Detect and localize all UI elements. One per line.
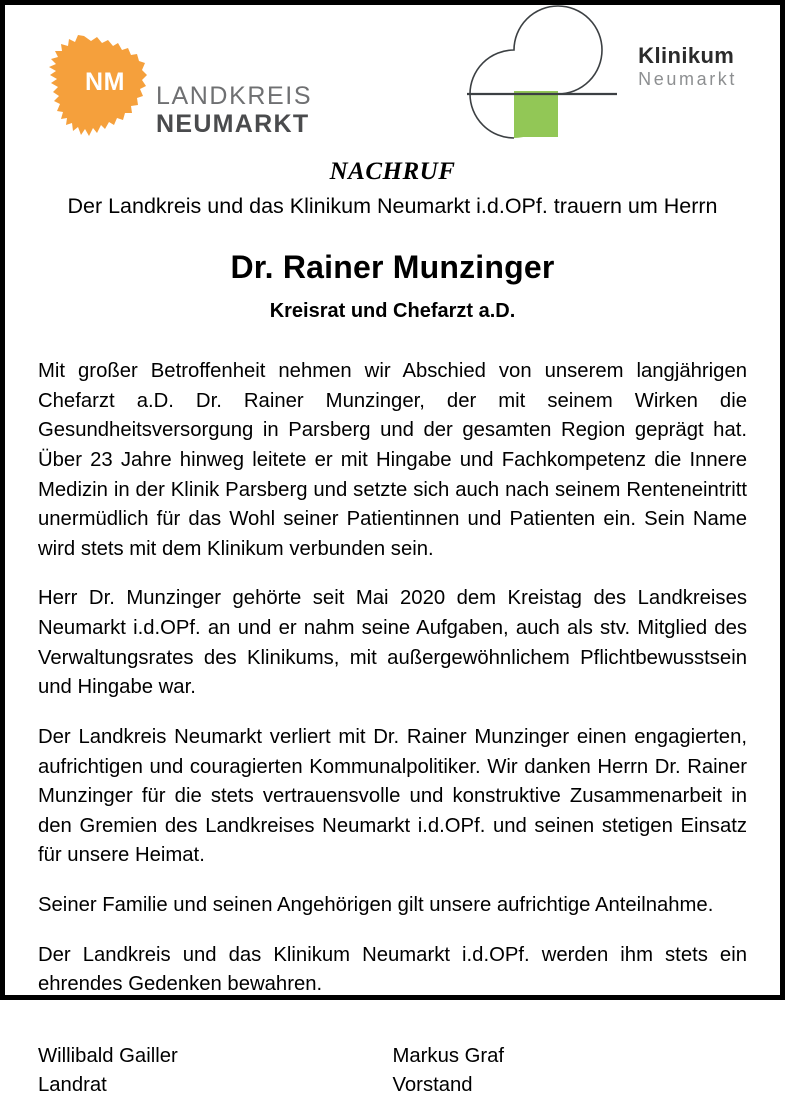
body-paragraph: Der Landkreis und das Klinikum Neumarkt i.d.OPf. werden ihm stets ein ehrendes Gedenken bewahren.: [38, 943, 747, 996]
body-paragraph: Der Landkreis Neumarkt verliert mit Dr. Rainer Munzinger einen engagierten, aufrichtigen und couragierten Kommunalpolitiker. Wir danken Herrn Dr. Rainer Munzinger für die stets vertrauensvolle und konstruktive Zusammenarbeit in den Gremien des Landkreises Neumarkt i.d.OPf. und seinen stetigen Einsatz für unsere Heimat.: [38, 725, 747, 867]
body-paragraph: Mit großer Betroffenheit nehmen wir Abschied von unserem langjährigen Chefarzt a.D. Dr. Rainer Munzinger, der mit seinem Wirken die Gesundheitsversorgung in Parsberg und der gesamten Region geprägt hat. Über 23 Jahre hinweg leitete er mit Hingabe und Fachkompetenz die Innere Medizin in der Klinik Parsberg und setzte sich auch nach seinem Renteneintritt unermüdlich für das Wohl seiner Patientinnen und Patienten ein. Sein Name wird stets mit dem Klinikum verbunden sein.: [38, 360, 747, 560]
landkreis-neumarkt-logo: [44, 32, 312, 142]
signatory-name: Willibald Gailler: [38, 1044, 178, 1067]
signatory: [393, 1042, 748, 1100]
klinikum-neumarkt-logo: [467, 36, 739, 140]
klinikum-circle-icon: [467, 36, 617, 140]
landkreis-line-1: LANDKREIS: [156, 82, 313, 110]
landkreis-line-2: NEUMARKT: [156, 110, 310, 138]
district-map-initials: NM: [85, 68, 125, 96]
body-paragraph: Seiner Familie und seinen Angehörigen gilt unsere aufrichtige Anteilnahme.: [38, 894, 714, 916]
obituary-body: [38, 357, 747, 1000]
klinikum-wordmark: [638, 44, 737, 89]
signatory-title: Vorstand: [392, 1073, 473, 1096]
logo-header: [38, 32, 747, 150]
klinikum-line-2: Neumarkt: [638, 68, 737, 89]
signatory-title: Landrat: [38, 1073, 107, 1096]
deceased-role: Kreisrat und Chefarzt a.D.: [269, 300, 516, 322]
landkreis-wordmark: [156, 82, 312, 142]
notice-subtitle: Der Landkreis und das Klinikum Neumarkt i.d.OPf. trauern um Herrn: [67, 194, 718, 218]
signatory: [38, 1042, 393, 1100]
klinikum-line-1: Klinikum: [638, 43, 735, 68]
notice-title: NACHRUF: [329, 158, 456, 185]
body-paragraph: Herr Dr. Munzinger gehörte seit Mai 2020 dem Kreistag des Landkreises Neumarkt i.d.OPf. an und er nahm seine Aufgaben, auch als stv. Mitglied des Verwaltungsrates des Klinikums, mit außergewöhnlichem Pflichtbewusstsein und Hingabe war.: [38, 587, 747, 699]
district-map-icon: [44, 32, 152, 142]
signatory-name: Markus Graf: [392, 1044, 505, 1067]
signature-block: [38, 1042, 747, 1100]
deceased-name: Dr. Rainer Munzinger: [230, 249, 555, 285]
notice-inner-frame: [10, 10, 775, 1096]
